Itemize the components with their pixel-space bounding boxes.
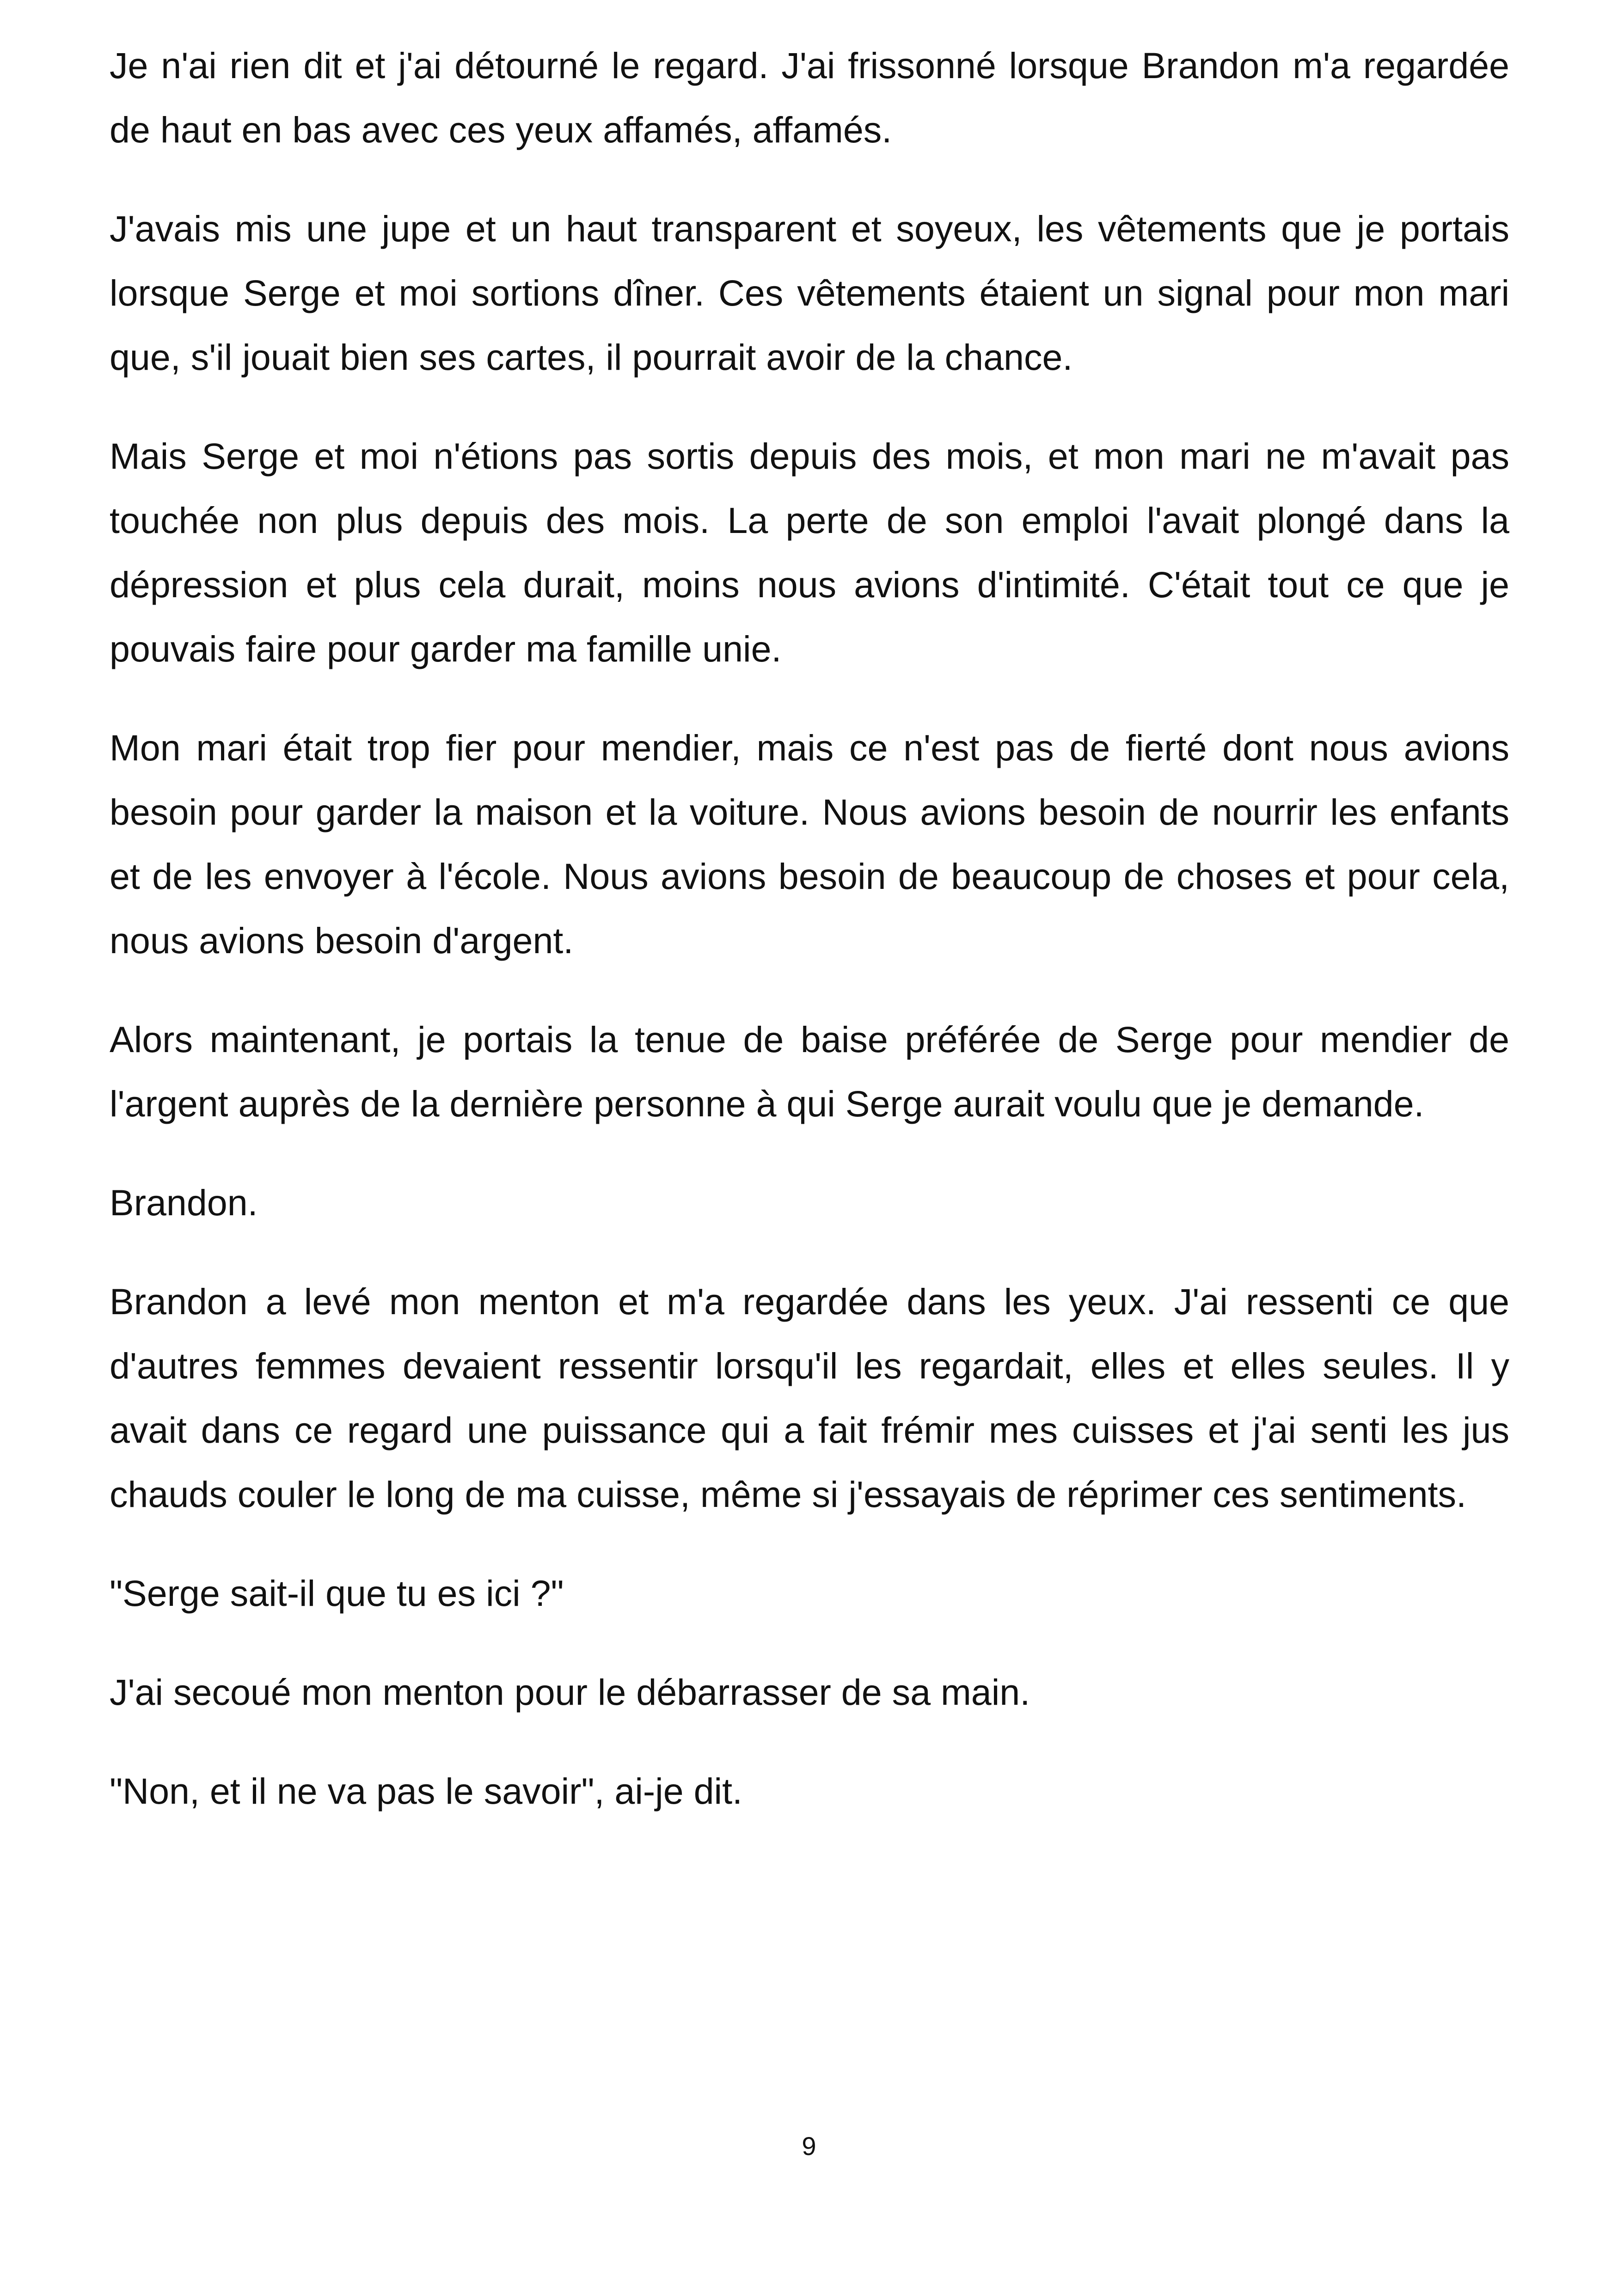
- body-text: [110, 33, 1509, 1858]
- paragraph: Brandon.: [110, 1182, 258, 1223]
- paragraph: Brandon a levé mon menton et m'a regardée dans les yeux. J'ai ressenti ce que d'autres femmes devaient ressentir lorsqu'il les regardait, elles et elles seules. Il y avait dans ce regard une puissance qui a fait frémir mes cuisses et j'ai senti les jus chauds couler le long de ma cuisse, même si j'essayais de réprimer ces sentiments.: [110, 1281, 1509, 1515]
- paragraph: Mon mari était trop fier pour mendier, mais ce n'est pas de fierté dont nous avions besoin pour garder la maison et la voiture. Nous avions besoin de nourrir les enfants et de les envoyer à l'école. Nous avions besoin de beaucoup de choses et pour cela, nous avions besoin d'argent.: [110, 727, 1509, 961]
- paragraph: "Serge sait-il que tu es ici ?": [110, 1573, 564, 1614]
- page-number: 9: [802, 2131, 816, 2161]
- paragraph: Alors maintenant, je portais la tenue de baise préférée de Serge pour mendier de l'argent auprès de la dernière personne à qui Serge aurait voulu que je demande.: [110, 1019, 1509, 1124]
- paragraph: J'avais mis une jupe et un haut transparent et soyeux, les vêtements que je portais lorsque Serge et moi sortions dîner. Ces vêtements étaient un signal pour mon mari que, s'il jouait bien ses cartes, il pourrait avoir de la chance.: [110, 208, 1509, 378]
- paragraph: J'ai secoué mon menton pour le débarrasser de sa main.: [110, 1671, 1030, 1713]
- paragraph: Je n'ai rien dit et j'ai détourné le regard. J'ai frissonné lorsque Brandon m'a regardée de haut en bas avec ces yeux affamés, affamés.: [110, 45, 1509, 150]
- paragraph: Mais Serge et moi n'étions pas sortis depuis des mois, et mon mari ne m'avait pas touchée non plus depuis des mois. La perte de son emploi l'avait plongé dans la dépression et plus cela durait, moins nous avions d'intimité. C'était tout ce que je pouvais faire pour garder ma famille unie.: [110, 435, 1509, 669]
- paragraph: "Non, et il ne va pas le savoir", ai-je dit.: [110, 1770, 742, 1812]
